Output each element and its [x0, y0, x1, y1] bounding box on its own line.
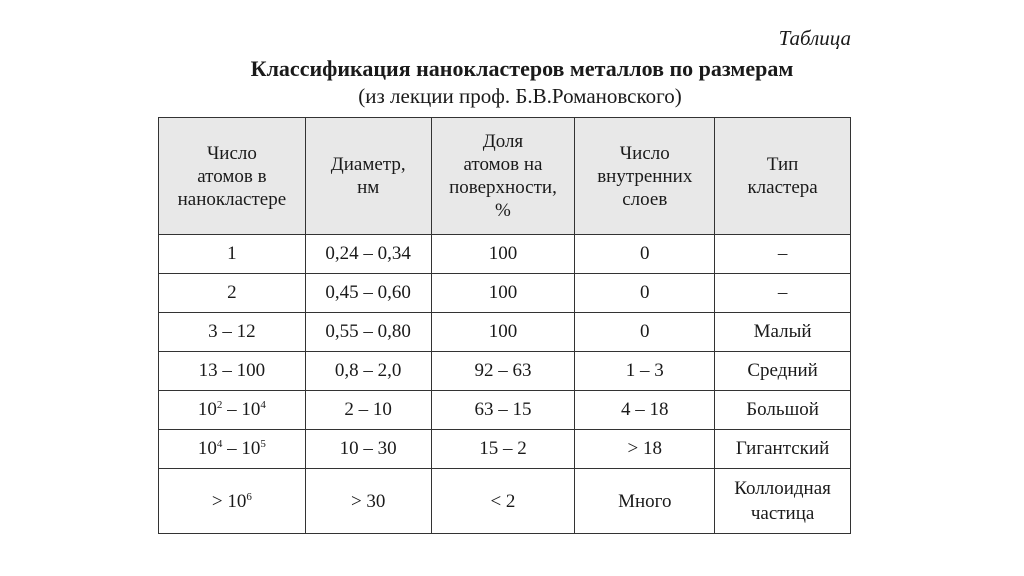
cell-surface: 100 — [431, 313, 575, 352]
cell-diameter: 0,24 – 0,34 — [305, 235, 431, 274]
cell-type: Малый — [715, 313, 851, 352]
header-diameter: Диаметр, нм — [305, 118, 431, 235]
cell-surface: 63 – 15 — [431, 391, 575, 430]
table-row — [159, 235, 851, 274]
cell-atoms: 2 — [159, 274, 306, 313]
cell-diameter: 0,45 – 0,60 — [305, 274, 431, 313]
header-atoms-count: Число атомов в нанокластере — [159, 118, 306, 235]
header-inner-layers: Число внутренних слоев — [575, 118, 715, 235]
cell-atoms: $10^4 - 10^5$ — [159, 430, 306, 469]
table-row — [159, 430, 851, 469]
cell-type: Гигантский — [715, 430, 851, 469]
cell-type: Коллоидная частица — [715, 469, 851, 534]
cell-surface: 100 — [431, 274, 575, 313]
cell-layers: 0 — [575, 274, 715, 313]
cell-surface: 15 – 2 — [431, 430, 575, 469]
table-subtitle: (из лекции проф. Б.В.Романовского) — [358, 84, 682, 108]
header-surface-fraction: Доля атомов на поверхности, % — [431, 118, 575, 235]
cell-surface: 100 — [431, 235, 575, 274]
cell-diameter: 0,8 – 2,0 — [305, 352, 431, 391]
cell-type: Средний — [715, 352, 851, 391]
table-row — [159, 352, 851, 391]
cell-layers: 0 — [575, 235, 715, 274]
cell-diameter: 10 – 30 — [305, 430, 431, 469]
table-caption-label: Таблица — [778, 26, 851, 50]
cell-layers: 0 — [575, 313, 715, 352]
cell-diameter: 2 – 10 — [305, 391, 431, 430]
cell-type: Большой — [715, 391, 851, 430]
cell-layers: Много — [575, 469, 715, 534]
table-row — [159, 313, 851, 352]
header-cluster-type: Тип кластера — [715, 118, 851, 235]
cell-layers: 1 – 3 — [575, 352, 715, 391]
cell-atoms: > $10^6$ — [159, 469, 306, 534]
cell-layers: > 18 — [575, 430, 715, 469]
table-row — [159, 274, 851, 313]
cell-surface: 92 – 63 — [431, 352, 575, 391]
cell-type: – — [715, 235, 851, 274]
nanocluster-classification-table — [158, 117, 851, 534]
cell-layers: 4 – 18 — [575, 391, 715, 430]
cell-atoms: 3 – 12 — [159, 313, 306, 352]
table-row — [159, 469, 851, 534]
cell-surface: < 2 — [431, 469, 575, 534]
cell-atoms: $10^2 - 10^4$ — [159, 391, 306, 430]
cell-diameter: 0,55 – 0,80 — [305, 313, 431, 352]
table-header-row — [159, 118, 851, 235]
cell-diameter: > 30 — [305, 469, 431, 534]
cell-type: – — [715, 274, 851, 313]
cell-atoms: 1 — [159, 235, 306, 274]
cell-atoms: 13 – 100 — [159, 352, 306, 391]
table-title: Классификация нанокластеров металлов по размерам — [250, 56, 794, 81]
table-row — [159, 391, 851, 430]
